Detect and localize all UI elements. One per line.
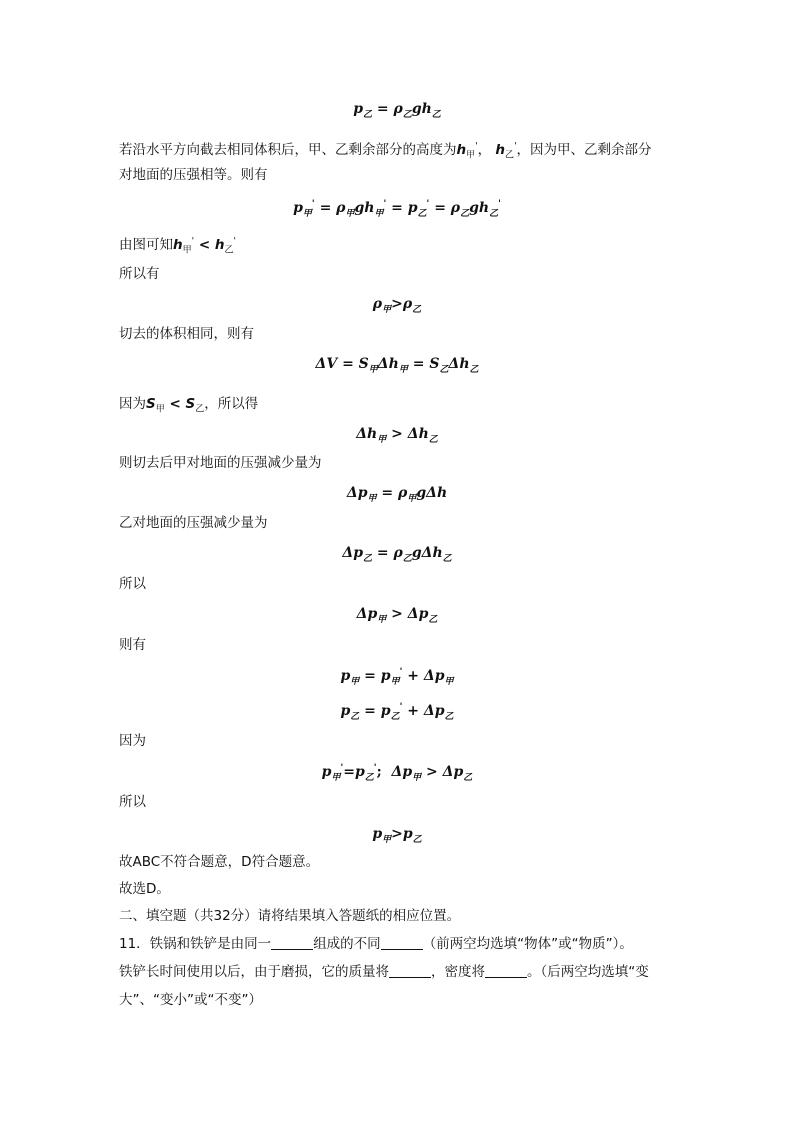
paragraph-cut-volume: 若沿水平方向截去相同体积后，甲、乙剩余部分的高度为$h_甲'$， $h_乙'$，因为甲、乙剩余部分 [119,141,652,161]
paragraph-then-have: 则有 [119,637,146,653]
answer-blank-1[interactable] [271,935,313,950]
equation-p-yi-sum: $p_乙 = p_乙' + \Delta p_乙$ [340,702,454,722]
question-11-line1: 11．铁锅和铁铲是由同一 组成的不同 （前两空均选填“物体”或“物质”）。 [119,936,633,952]
section-heading-fill-blank: 二、填空题（共32分）请将结果填入答题纸的相应位置。 [119,908,461,924]
answer-blank-2[interactable] [381,935,423,950]
equation-p-compare: $p_甲>p_乙$ [372,826,422,845]
paragraph-from-figure: 由图可知$h_甲' < h_乙'$ [119,236,236,256]
equation-delta-p-compare: $\Delta p_甲 > \Delta p_乙$ [356,606,438,625]
paragraph-conclusion: 故ABC不符合题意，D符合题意。 [119,854,320,870]
paragraph-because-area: 因为$S_甲 < S_乙$，所以得 [119,396,259,415]
equation-remaining-pressure: $p_甲' = \rho_甲gh_甲' = p_乙' = \rho_乙gh_乙'$ [293,199,501,219]
equation-delta-p-yi: $\Delta p_乙 = \rho_乙g\Delta h_乙$ [342,545,452,564]
paragraph-so: 所以 [119,576,146,592]
equation-p-yi: $p_乙 = \rho_乙gh_乙$ [353,101,441,120]
paragraph-so-have: 所以有 [119,266,160,282]
equation-p-jia-sum: $p_甲 = p_甲' + \Delta p_甲$ [340,667,454,687]
paragraph-jia-reduction: 则切去后甲对地面的压强减少量为 [119,455,322,471]
paragraph-because: 因为 [119,733,146,749]
equation-condition: $p_甲'=p_乙'$; $\Delta p_甲 > \Delta p_乙$ [321,763,473,783]
equation-density-compare: $\rho_甲>\rho_乙$ [372,296,422,315]
equation-delta-h: $\Delta h_甲 > \Delta h_乙$ [356,426,438,445]
paragraph-so-final: 所以 [119,794,146,810]
question-11-line2: 铁铲长时间使用以后，由于磨损，它的质量将 ，密度将 。（后两空均选填“变 [119,964,649,980]
answer-blank-3[interactable] [389,963,431,978]
equation-delta-v: $\Delta V = S_甲\Delta h_甲 = S_乙\Delta h_乙$ [315,356,479,375]
paragraph-answer: 故选D。 [119,881,170,897]
equation-delta-p-jia: $\Delta p_甲 = \rho_甲g\Delta h$ [346,485,448,504]
paragraph-pressure-equal: 对地面的压强相等。则有 [119,167,268,183]
answer-blank-4[interactable] [485,963,527,978]
paragraph-cut-same-volume: 切去的体积相同，则有 [119,326,254,342]
question-11-line3: 大”、“变小”或“不变”） [119,992,262,1008]
paragraph-yi-reduction: 乙对地面的压强减少量为 [119,515,268,531]
